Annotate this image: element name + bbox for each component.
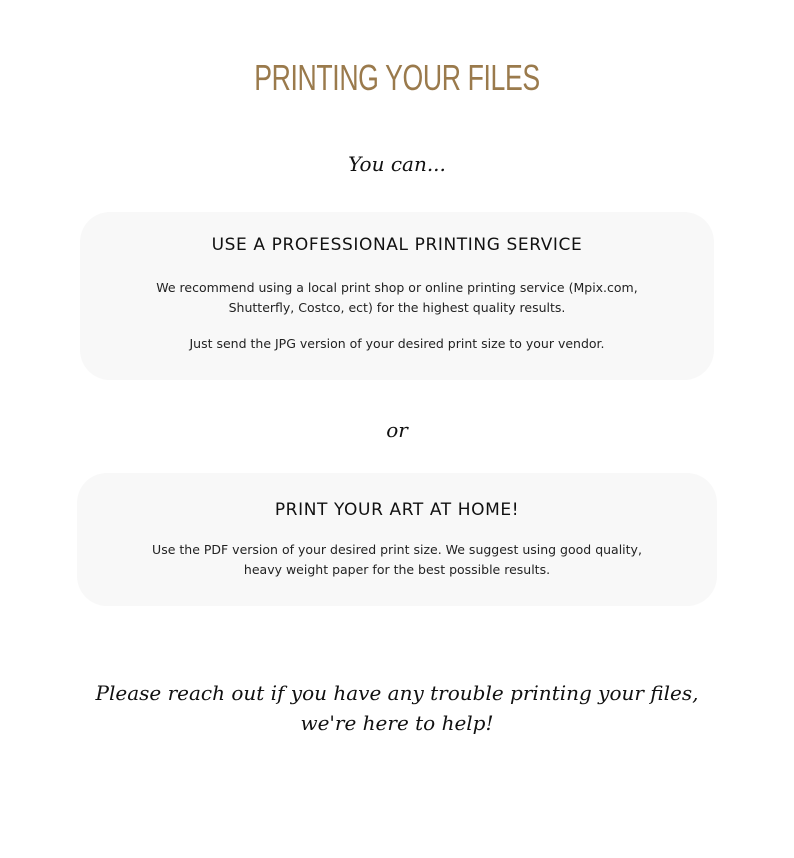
- home-printing-line-2: heavy weight paper for the best possible results.: [243, 562, 551, 577]
- page-title: PRINTING YOUR FILES: [254, 57, 540, 98]
- closing-line-2: we're here to help!: [300, 711, 494, 735]
- home-printing-heading: PRINT YOUR ART AT HOME!: [274, 500, 520, 520]
- professional-printing-heading: USE A PROFESSIONAL PRINTING SERVICE: [211, 235, 583, 255]
- separator-text: or: [386, 418, 408, 442]
- intro-text: You can...: [348, 152, 446, 176]
- professional-printing-description: [80, 278, 714, 318]
- professional-printing-line-2: Shutterfly, Costco, ect) for the highest quality results.: [228, 300, 566, 315]
- home-printing-card: [77, 473, 717, 606]
- professional-printing-line-1: We recommend using a local print shop or online printing service (Mpix.com,: [156, 280, 638, 295]
- closing-line-1: Please reach out if you have any trouble printing your files,: [95, 681, 699, 705]
- professional-printing-instruction: Just send the JPG version of your desired print size to your vendor.: [189, 336, 605, 351]
- professional-printing-card: [80, 212, 714, 380]
- home-printing-description: [77, 540, 717, 580]
- closing-message: [0, 678, 794, 738]
- home-printing-line-1: Use the PDF version of your desired print size. We suggest using good quality,: [152, 542, 642, 557]
